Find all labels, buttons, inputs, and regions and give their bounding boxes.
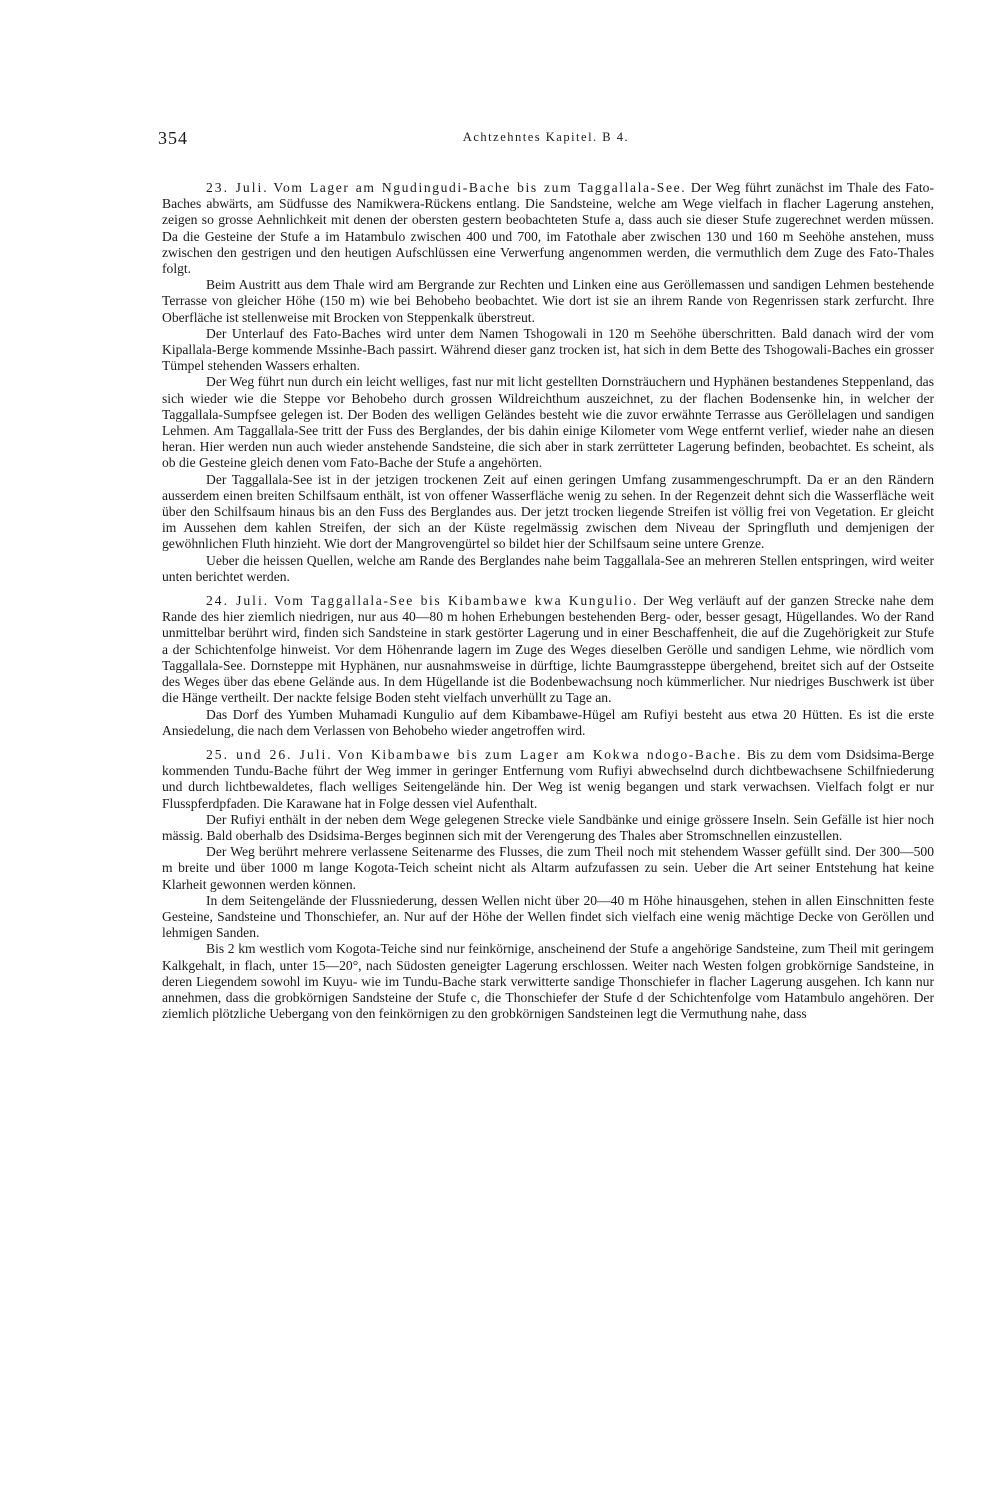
entry-date: 24. Juli. (206, 593, 270, 609)
paragraph: Der Weg berührt mehrere verlassene Seitenarme des Flusses, die zum Theil noch mit stehendem Wasser gefüllt sind. Der 300—500 m breite und über 1000 m lange Kogota-Teich scheint nicht als Altarm aufzufassen zu sein. Ueber die Art seiner Entstehung hat keine Klarheit gewonnen werden können. (162, 844, 934, 892)
entry-paragraph (162, 747, 934, 812)
page-number: 354 (158, 128, 188, 148)
entry-paragraph (162, 180, 934, 277)
paragraph: Bis 2 km westlich vom Kogota-Teiche sind nur feinkörnige, anscheinend der Stufe a angehörige Sandsteine, zum Theil mit geringem Kalkgehalt, in flach, unter 15—20°, nach Südosten geneigter Lagerung erschlossen. Weiter nach Westen folgen grobkörnige Sandsteine, in deren Liegendem sowohl im Kuyu- wie im Tundu-Bache stark verwitterte sandige Thonschiefer in flacher Lagerung ausgehen. Ich kann nur annehmen, dass die grobkörnigen Sandsteine der Stufe c, die Thonschiefer der Stufe d der Schichtenfolge vom Hatambulo angehören. Der ziemlich plötzliche Uebergang von den feinkörnigen zu den grobkörnigen Sandsteinen legt die Vermuthung nahe, dass (162, 941, 934, 1022)
paragraph-text: Der Weg führt zunächst im Thale des Fato-Baches abwärts, am Südfusse des Namikwera-Rückens entlang. Die Sandsteine, welche am Wege vielfach in flacher Lagerung anstehen, zeigen so grosse Aehnlichkeit mit denen der obersten gestern beobachteten Stufe a, dass auch sie dieser Stufe zugerechnet werden müssen. Da die Gesteine der Stufe a im Hatambulo zwischen 400 und 700, im Fatothale aber zwischen 130 und 160 m Seehöhe anstehen, muss zwischen den gestrigen und den heutigen Aufschlüssen eine Verwerfung angenommen werden, die vermuthlich dem Zuge des Fato-Thales folgt. (162, 180, 934, 277)
paragraph-text: Bis zu dem vom Dsidsima-Berge kommenden Tundu-Bache führt der Weg immer in geringer Entfernung vom Rufiyi abwechselnd durch dichtbewachsene Schilfniederung und durch lichtbewaldetes, flach welliges Seitengelände hin. Der Weg ist wenig begangen und stark verwachsen. Vielfach folgt er nur Flusspferdpfaden. Die Karawane hat in Folge dessen viel Aufenthalt. (162, 746, 934, 811)
entry-date: 25. und 26. Juli. (206, 746, 333, 762)
page-header (158, 128, 934, 152)
paragraph: Der Unterlauf des Fato-Baches wird unter dem Namen Tshogowali in 120 m Seehöhe überschritten. Bald danach wird der vom Kipallala-Berge kommende Mssinhe-Bach passirt. Während dieser ganz trocken ist, hat sich in dem Bette des Tshogowali-Baches ein grosser Tümpel stehenden Wassers erhalten. (162, 325, 934, 374)
entry-paragraph (162, 593, 934, 706)
paragraph: Beim Austritt aus dem Thale wird am Bergrande zur Rechten und Linken eine aus Geröllemassen und sandigen Lehmen bestehende Terrasse von gleicher Höhe (150 m) wie bei Behobeho beobachtet. Wie dort ist sie an ihrem Rande von Regenrissen stark zerfurcht. Ihre Oberfläche ist stellenweise mit Brocken von Steppenkalk überstreut. (162, 277, 934, 325)
paragraph: Der Rufiyi enthält in der neben dem Wege gelegenen Strecke viele Sandbänke und einige grössere Inseln. Sein Gefälle ist hier noch mässig. Bald oberhalb des Dsidsima-Berges beginnen sich mit der Verengerung des Thales aber Stromschnellen einzustellen. (162, 811, 934, 843)
running-head: Achtzehntes Kapitel. B 4. (462, 130, 630, 144)
paragraph: Ueber die heissen Quellen, welche am Rande des Berglandes nahe beim Taggallala-See an mehreren Stellen entspringen, wird weiter unten berichtet werden. (162, 552, 934, 584)
page-body (162, 180, 934, 1022)
entry-heading: Von Kibambawe bis zum Lager am Kokwa ndogo-Bache. (337, 746, 742, 762)
entry-date: 23. Juli. (206, 180, 269, 195)
paragraph: Der Weg führt nun durch ein leicht welliges, fast nur mit licht gestellten Dornsträuchern und Hyphänen bestandenes Steppenland, das sich wieder wie die Steppe vor Behobeho durch grossen Wildreichthum auszeichnet, zu der flachen Bodensenke hin, in welcher der Taggallala-Sumpfsee gelegen ist. Der Boden des welligen Geländes besteht wie die zuvor erwähnte Terrasse aus Geröllelagen und sandigen Lehmen. Am Taggallala-See tritt der Fuss des Berglandes, der bis dahin einige Kilometer vom Wege entfernt verlief, wieder nahe an diesen heran. Hier werden nun auch wieder anstehende Sandsteine, die sich aber in stark zerrütteter Lagerung befinden, beobachtet. Es scheint, als ob die Gesteine gleich denen vom Fato-Bache der Stufe a angehörten. (162, 374, 934, 471)
entry-heading: Vom Taggallala-See bis Kibambawe kwa Kungulio. (274, 593, 639, 609)
entry-heading: Vom Lager am Ngudingudi-Bache bis zum Taggallala-See. (273, 180, 687, 195)
paragraph: In dem Seitengelände der Flussniederung, dessen Wellen nicht über 20—40 m Höhe hinausgehen, stehen in allen Einschnitten feste Gesteine, Sandsteine und Thonschiefer, an. Nur auf der Höhe der Wellen findet sich vielfach eine wenig mächtige Decke von Geröllen und lehmigen Sanden. (162, 892, 934, 941)
paragraph-text: Der Weg verläuft auf der ganzen Strecke nahe dem Rande des hier ziemlich niedrigen, nur aus 40—80 m hohen Erhebungen bestehenden Berg- oder, besser gesagt, Hügellandes. Wo der Rand unmittelbar berührt wird, finden sich Sandsteine in stark gestörter Lagerung und in einer Beschaffenheit, die auf die Zugehörigkeit zur Stufe a der Schichtenfolge hinweist. Vor dem Höhenrande lagern im Zuge des Weges dieselben Gerölle und sandigen Lehme, wie nördlich vom Taggallala-See. Dornsteppe mit Hyphänen, nur ausnahmsweise in dürftige, lichte Baumgrassteppe übergehend, breitet sich auf der Ostseite des Weges über das ebene Gelände aus. In dem Hügellande ist die Bodenbewachsung noch kümmerlicher. Nur niedriges Buschwerk ist über die Hänge vertheilt. Der nackte felsige Boden steht vielfach unverhüllt zu Tage an. (162, 593, 934, 706)
paragraph: Der Taggallala-See ist in der jetzigen trockenen Zeit auf einen geringen Umfang zusammengeschrumpft. Da er an den Rändern ausserdem einen breiten Schilfsaum enthält, ist von offener Wasserfläche wenig zu sehen. In der Regenzeit dehnt sich die Wasserfläche weit über den Schilfsaum hinaus bis an den Fuss des Berglandes aus. Der jetzt trocken liegende Streifen ist völlig frei von Vegetation. Er gleicht im Aussehen dem kahlen Streifen, der sich an der Küste regelmässig zwischen dem Niveau der Springfluth und demjenigen der gewöhnlichen Fluth hinzieht. Wie dort der Mangrovengürtel so bildet hier der Schilfsaum seine untere Grenze. (162, 471, 934, 552)
paragraph: Das Dorf des Yumben Muhamadi Kungulio auf dem Kibambawe-Hügel am Rufiyi besteht aus etwa 20 Hütten. Es ist die erste Ansiedelung, die nach dem Verlassen von Behobeho wieder angetroffen wird. (162, 706, 934, 738)
